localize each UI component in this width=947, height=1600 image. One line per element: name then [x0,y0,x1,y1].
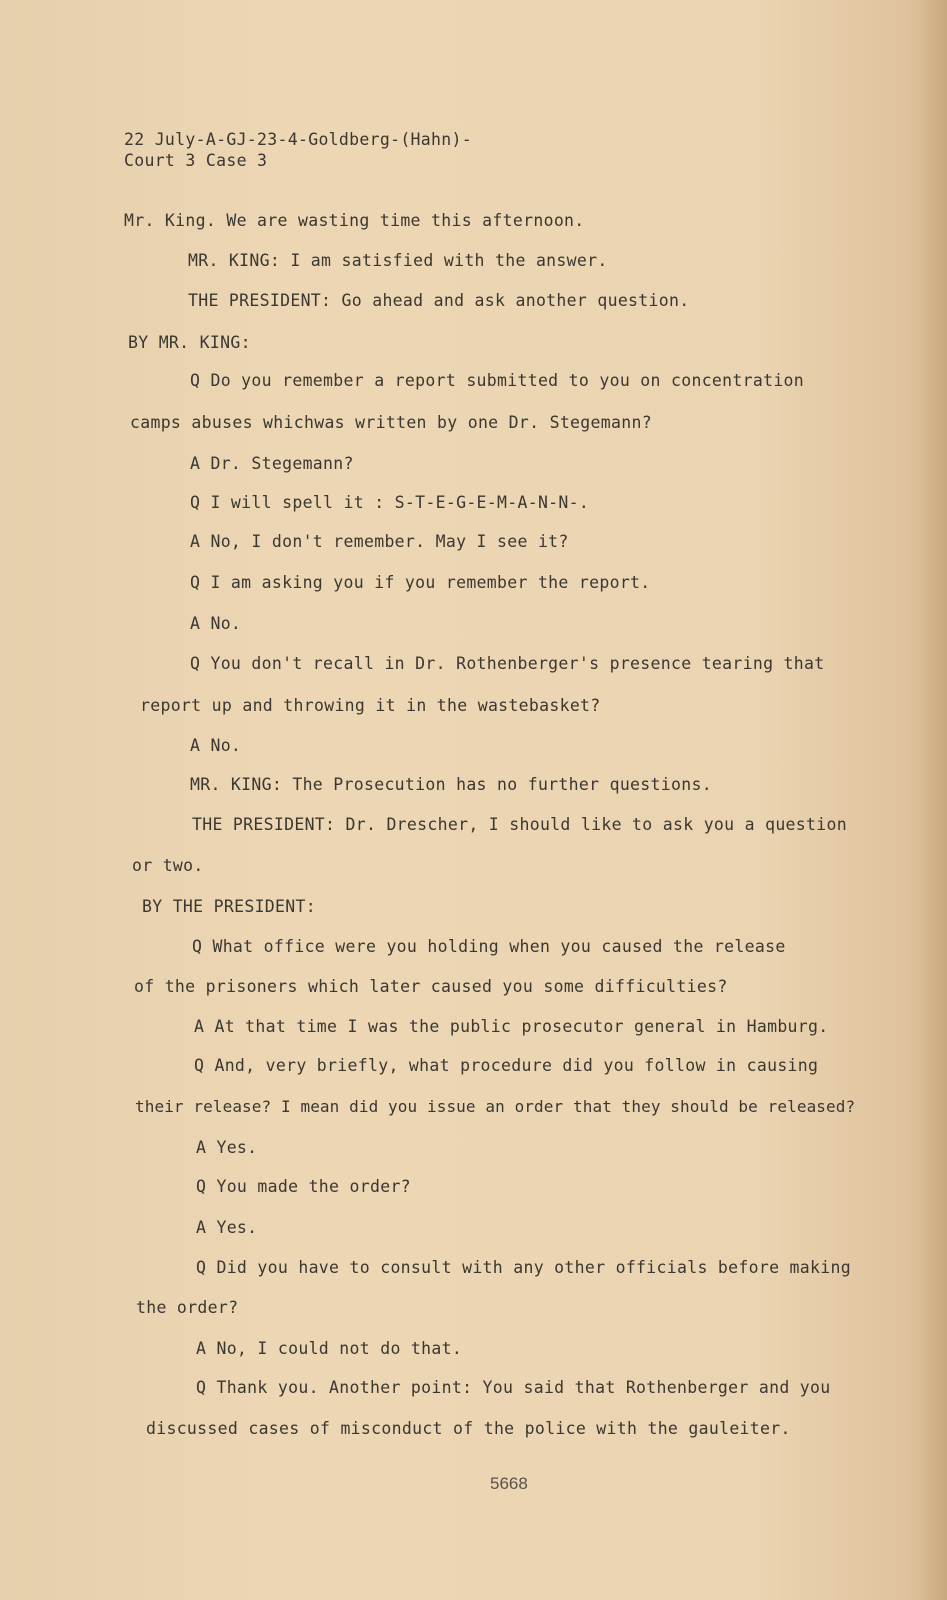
transcript-line: MR. KING: I am satisfied with the answer. [188,251,608,270]
transcript-line: BY THE PRESIDENT: [142,897,316,916]
header-line-1: 22 July-A-GJ-23-4-Goldberg-(Hahn)- [124,130,472,149]
transcript-line: discussed cases of misconduct of the police with the gauleiter. [146,1419,791,1438]
transcript-line: A At that time I was the public prosecutor general in Hamburg. [194,1017,829,1036]
transcript-line: BY MR. KING: [128,333,251,352]
transcript-line: report up and throwing it in the wastebasket? [140,696,601,715]
transcript-line: camps abuses whichwas written by one Dr. Stegemann? [130,413,652,432]
transcript-line: A No. [190,736,242,755]
transcript-line: Mr. King. We are wasting time this afternoon. [124,211,585,230]
transcript-line: their release? I mean did you issue an order that they should be released? [135,1097,856,1116]
transcript-line: Q What office were you holding when you caused the release [192,937,786,956]
transcript-line: THE PRESIDENT: Go ahead and ask another question. [188,291,690,310]
header-line-2: Court 3 Case 3 [124,151,268,170]
transcript-line: Q I will spell it : S-T-E-G-E-M-A-N-N-. [190,493,590,512]
transcript-line: A No, I could not do that. [196,1339,463,1358]
transcript-line: the order? [136,1298,239,1317]
transcript-line: A Yes. [196,1138,258,1157]
transcript-line: Q Did you have to consult with any other officials before making [196,1258,851,1277]
transcript-line: A No, I don't remember. May I see it? [190,532,569,551]
transcript-line: Q Thank you. Another point: You said that Rothenberger and you [196,1378,831,1397]
page-number: 5668 [490,1474,528,1493]
transcript-line: Q I am asking you if you remember the report. [190,573,651,592]
transcript-line: Q And, very briefly, what procedure did you follow in causing [194,1056,819,1075]
transcript-line: THE PRESIDENT: Dr. Drescher, I should like to ask you a question [192,815,847,834]
transcript-line: A Dr. Stegemann? [190,454,354,473]
transcript-line: or two. [132,856,204,875]
transcript-line: Q You don't recall in Dr. Rothenberger's presence tearing that [190,654,825,673]
transcript-line: A No. [190,614,242,633]
transcript-line: MR. KING: The Prosecution has no further questions. [190,775,712,794]
transcript-line: A Yes. [196,1218,258,1237]
transcript-line: Q You made the order? [196,1177,411,1196]
transcript-line: Q Do you remember a report submitted to you on concentration [190,371,805,390]
transcript-line: of the prisoners which later caused you some difficulties? [134,977,728,996]
